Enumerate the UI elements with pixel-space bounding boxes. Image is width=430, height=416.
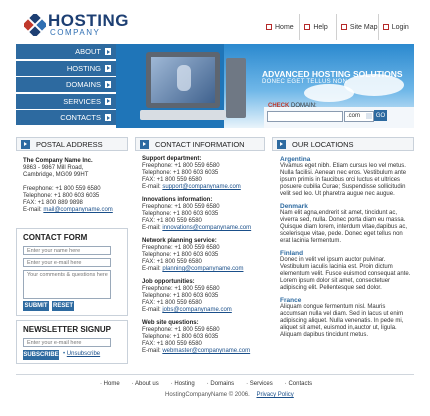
top-link-home[interactable] bbox=[262, 14, 299, 40]
contact-block-title: Network planning service: bbox=[142, 238, 217, 244]
unsubscribe-link[interactable] bbox=[63, 351, 100, 357]
computer-tower-image bbox=[226, 58, 246, 118]
tld-select[interactable]: .com bbox=[344, 111, 374, 122]
location-item bbox=[280, 203, 414, 245]
location-text: Donec in velit vel ipsum auctor pulvinar. Vestibulum iaculis lacinia est. Proin dictum elementum velit. Fusce euismod consequat ante. Lorem ipsum dolor sit amet, consectetuer adipiscing elit. Pellentesque sed dolor. bbox=[280, 257, 411, 291]
address-line: Cambridge, MG09 99HT bbox=[23, 172, 89, 178]
go-button[interactable]: GO bbox=[374, 110, 387, 121]
contact-block: Innovations information: Freephone: +1 800 559 6580 Telephone: +1 800 603 6035 FAX: +1 800 559 6580 E-mail: innovations@companyname.com bbox=[142, 197, 252, 231]
email-row: E-mail: mail@companyname.com bbox=[23, 207, 113, 213]
keyboard-image bbox=[140, 110, 226, 120]
location-text: Nam elit agna,endrerit sit amet, tincidunt ac, viverra sed, nulla. Donec porta diam eu massa. Quisque diam lorem, interdum vitae,dapibus ac, scelerisque vitae, pede. Donec eget tellus non erat lacinia fermentum. bbox=[280, 210, 408, 244]
arrow-right-icon bbox=[277, 140, 286, 149]
section-title: POSTAL ADDRESS bbox=[36, 139, 103, 149]
nav-item-about[interactable] bbox=[16, 44, 116, 59]
newsletter-signup bbox=[16, 320, 128, 364]
nav-label: ABOUT bbox=[75, 47, 101, 56]
main-nav bbox=[16, 44, 116, 127]
email-link[interactable]: planning@companyname.com bbox=[162, 266, 244, 272]
footer-link-home[interactable]: · Home bbox=[100, 381, 120, 387]
contact-form-title: CONTACT FORM bbox=[23, 233, 88, 242]
email-link[interactable]: jobs@companyname.com bbox=[162, 307, 232, 313]
subscribe-button[interactable]: SUBSCRIBE bbox=[23, 352, 59, 358]
contact-block: Network planning service: Freephone: +1 800 559 6580 Telephone: +1 800 603 6035 FAX: +1 800 559 6580 E-mail: planning@companyname.com bbox=[142, 238, 244, 272]
contact-block: Support department: Freephone: +1 800 559 6580 Telephone: +1 800 603 6035 FAX: +1 800 559 6580 E-mail: support@companyname.com bbox=[142, 156, 241, 190]
section-title: OUR LOCATIONS bbox=[292, 139, 354, 149]
nav-label: SERVICES bbox=[63, 96, 101, 106]
nav-label: CONTACTS bbox=[60, 113, 101, 122]
footer-link-hosting[interactable]: · Hosting bbox=[170, 381, 195, 387]
freephone: Freephone: +1 800 559 6580 bbox=[23, 186, 101, 192]
help-icon bbox=[304, 24, 310, 30]
email-input[interactable]: Enter your e-mail here bbox=[23, 258, 111, 267]
check-word: CHECK bbox=[268, 103, 290, 109]
email-link[interactable]: support@companyname.com bbox=[162, 184, 241, 190]
contact-block-title: Job opportunities: bbox=[142, 279, 195, 285]
home-icon bbox=[266, 24, 272, 30]
domain-check-label bbox=[268, 103, 317, 109]
top-link-label: Site Map bbox=[349, 23, 378, 31]
contact-info-list bbox=[142, 156, 267, 355]
location-text: Aliquam congue fermentum nisl. Mauris accumsan nulla vel diam. Sed in lacus ut enim adipiscing aliquet. Nulla venenatis. In pede mi, aliquet sit amet, euismod in,auctor ut, ligula. Aliquam dapibus tincidunt metus. bbox=[280, 304, 404, 338]
nav-label: HOSTING bbox=[66, 63, 101, 73]
email-link[interactable]: innovations@companyname.com bbox=[162, 225, 252, 231]
contact-block-title: Support department: bbox=[142, 156, 202, 162]
location-item bbox=[280, 297, 414, 339]
top-link-label: Help bbox=[313, 23, 328, 31]
unsubscribe-label: Unsubscribe bbox=[66, 351, 101, 357]
arrow-right-icon bbox=[105, 65, 111, 72]
copyright-text: HostingCompanyName © 2006. bbox=[165, 392, 250, 398]
section-title: CONTACT INFORMATION bbox=[155, 139, 245, 149]
top-link-help[interactable] bbox=[299, 14, 336, 40]
name-input[interactable]: Enter your name here bbox=[23, 246, 111, 255]
locations-header bbox=[272, 137, 414, 151]
top-link-sitemap[interactable] bbox=[336, 14, 378, 40]
top-link-label: Home bbox=[275, 23, 294, 31]
location-text: Vivamus eget nibh. Etiam cursus leo vel metus. Nulla facilisi. Aenean nec eros. Vestibulum ante ipsum primis in faucibus orci luctus et ultrices posuere cubilia Curae; Suspendisse sollicitudin velit sed leo. Ut pharetra augue nec augue. bbox=[280, 163, 407, 197]
locations-list bbox=[280, 156, 414, 339]
logo-icon bbox=[24, 14, 46, 36]
banner-subtitle: DONEC EGET TELLUS NON bbox=[262, 79, 348, 85]
top-links bbox=[262, 14, 416, 40]
top-link-login[interactable] bbox=[378, 14, 416, 40]
submit-button[interactable]: SUBMIT bbox=[24, 303, 48, 309]
contact-block: Web site questions: Freephone: +1 800 559 6580 Telephone: +1 800 603 6035 FAX: +1 800 559 6580 E-mail: webmaster@companyname.com bbox=[142, 320, 251, 354]
telephone: Telephone: +1 800 603 6035 bbox=[23, 193, 100, 199]
cloud-shape bbox=[304, 84, 354, 102]
nav-item-services[interactable] bbox=[16, 94, 116, 109]
contact-info-header bbox=[135, 137, 265, 151]
location-name: Denmark bbox=[280, 203, 308, 210]
footer-link-services[interactable]: · Services bbox=[246, 381, 273, 387]
hero-banner bbox=[116, 44, 414, 128]
domain-input[interactable] bbox=[267, 111, 343, 122]
postal-address bbox=[23, 158, 128, 214]
contact-block-title: Innovations information: bbox=[142, 197, 213, 203]
logo-subtitle: COMPANY bbox=[50, 28, 101, 37]
top-link-label: Login bbox=[391, 23, 409, 31]
footer-link-about[interactable]: · About us bbox=[131, 381, 159, 387]
arrow-right-icon bbox=[21, 140, 30, 149]
nav-item-hosting[interactable] bbox=[16, 61, 116, 76]
sitemap-icon bbox=[341, 24, 347, 30]
newsletter-title: NEWSLETTER SIGNUP bbox=[23, 325, 112, 334]
email-link[interactable]: mail@companyname.com bbox=[43, 207, 113, 213]
arrow-right-icon bbox=[105, 48, 111, 55]
footer-copyright bbox=[165, 392, 294, 398]
location-item bbox=[280, 156, 414, 198]
address-line: 9863 - 9867 Mill Road, bbox=[23, 165, 84, 171]
privacy-policy-link[interactable]: Privacy Policy bbox=[256, 392, 294, 398]
nav-item-domains[interactable] bbox=[16, 77, 116, 92]
nav-item-contacts[interactable] bbox=[16, 110, 116, 125]
contact-block: Job opportunities: Freephone: +1 800 559 6580 Telephone: +1 800 603 6035 FAX: +1 800 559 6580 E-mail: jobs@companyname.com bbox=[142, 279, 232, 313]
location-name: France bbox=[280, 297, 302, 304]
footer-divider bbox=[16, 374, 414, 375]
contact-block-title: Web site questions: bbox=[142, 320, 199, 326]
location-name: Finland bbox=[280, 250, 304, 257]
bullet-icon: • bbox=[63, 351, 66, 357]
login-icon bbox=[383, 24, 389, 30]
arrow-right-icon bbox=[105, 114, 111, 121]
email-link[interactable]: webmaster@companyname.com bbox=[162, 348, 251, 354]
arrow-right-icon bbox=[105, 98, 111, 105]
reset-button[interactable]: RESET bbox=[52, 303, 73, 309]
location-item bbox=[280, 250, 414, 292]
company-name: The Company Name Inc. bbox=[23, 158, 93, 164]
banner-title: ADVANCED HOSTING SOLUTIONS bbox=[262, 69, 403, 79]
domain-word: DOMAIN: bbox=[291, 103, 317, 109]
fax: FAX: +1 800 889 9898 bbox=[23, 200, 83, 206]
logo-title[interactable]: HOSTING bbox=[48, 11, 129, 30]
nav-label: DOMAINS bbox=[65, 80, 101, 89]
contact-form bbox=[16, 228, 128, 316]
footer-link-contacts[interactable]: · Contacts bbox=[284, 381, 313, 387]
computer-monitor-image bbox=[146, 52, 220, 108]
arrow-right-icon bbox=[105, 81, 111, 88]
arrow-right-icon bbox=[140, 140, 149, 149]
footer-link-domains[interactable]: · Domains bbox=[206, 381, 235, 387]
postal-address-header bbox=[16, 137, 128, 151]
location-name: Argentina bbox=[280, 156, 311, 163]
footer-nav bbox=[100, 381, 360, 387]
message-textarea[interactable]: Your comments & questions here bbox=[23, 270, 111, 299]
newsletter-email-input[interactable]: Enter your e-mail here bbox=[23, 338, 111, 347]
